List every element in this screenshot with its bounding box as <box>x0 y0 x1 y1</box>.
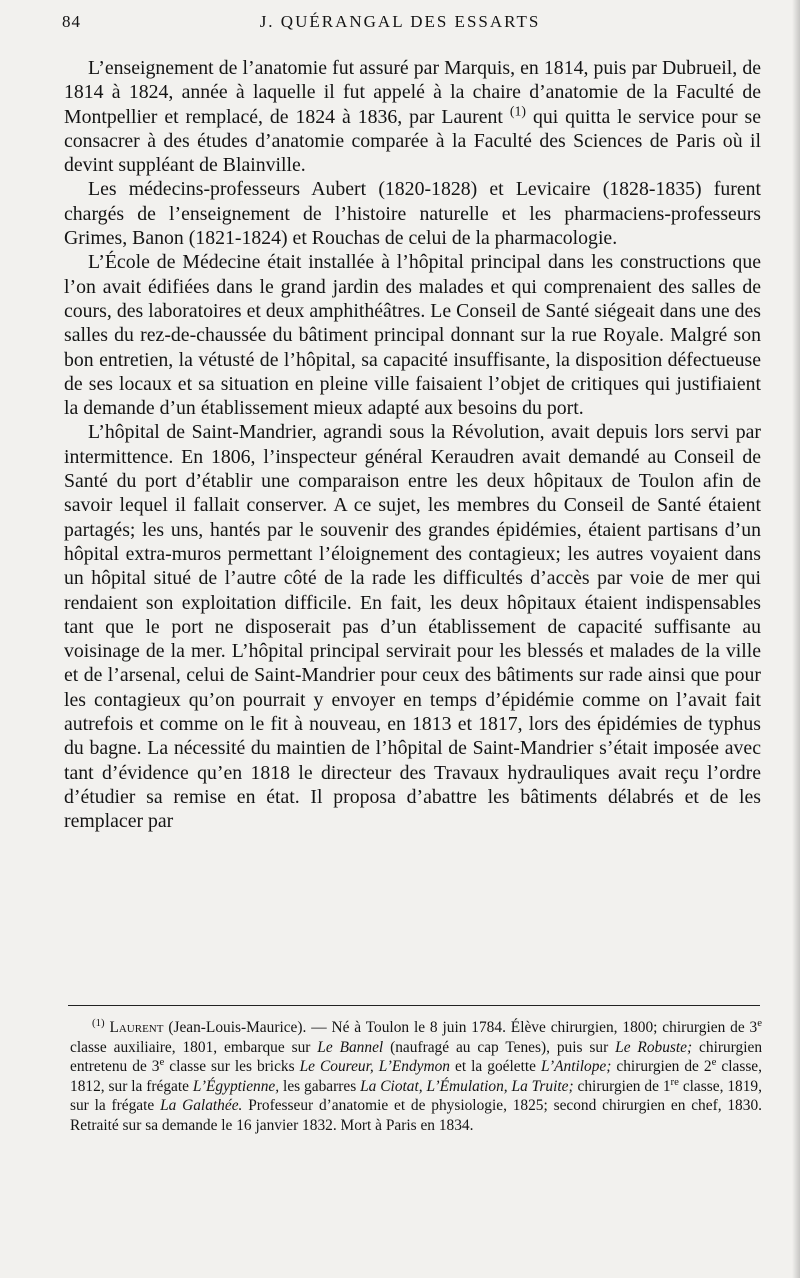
ordinal-suffix: e <box>159 1056 165 1069</box>
footnote-text: et la goélette <box>455 1058 536 1076</box>
footnote-text: classe, 1819, sur la frégate <box>70 1077 762 1115</box>
ship-name: L’Antilope; <box>540 1058 612 1076</box>
paragraph-3: L’École de Médecine était installée à l’hôpital principal dans les constructions que l’on avait édifiées dans le grand jardin des malades et qui comprenaient des salles de cours, des laboratoires et deux amphithéâtres. Le Conseil de Santé siégeait dans une des salles du rez-de-chaussée du bâtiment principal donnant sur la rue Royale. Malgré son bon entretien, la vétusté de l’hôpital, sa capacité insuffisante, la disposition défectueuse de ses locaux et sa situation en pleine ville faisaient l’objet de critiques qui justifiaient la demande d’un établissement mieux adapté aux besoins du port. <box>64 251 761 420</box>
ship-name: La Ciotat, L’Émulation, La Truite; <box>360 1077 574 1095</box>
ship-name: Le Bannel <box>317 1038 384 1056</box>
paragraph-4: L’hôpital de Saint-Mandrier, agrandi sous la Révolution, avait depuis lors servi par intermittence. En 1806, l’inspecteur général Keraudren avait demandé au Conseil de Santé du port d’établir une comparaison entre les deux hôpitaux de Toulon afin de savoir lequel il fallait conserver. A ce sujet, les membres du Conseil de Santé étaient partagés; les uns, hantés par le souvenir des grandes épidémies, étaient partisans d’un hôpital extra-muros permettant l’éloignement des contagieux; les autres voyaient dans un hôpital situé de l’autre côté de la rade les difficultés d’accès par voie de mer qui rendaient son exploitation difficile. En fait, les deux hôpitaux étaient indispensables tant que le port ne disposerait pas d’un établissement de capacité suffisante au voisinage de la mer. L’hôpital principal servirait pour les blessés et malades de la ville et de l’arsenal, celui de Saint-Mandrier pour ceux des bâtiments sur rade ainsi que pour les contagieux qu’on pourrait y envoyer en temps d’épidémie comme on l’avait fait autrefois et comme on le fit à nouveau, en 1813 et 1817, lors des épidémies de typhus du bagne. La nécessité du maintien de l’hôpital de Saint-Mandrier s’était imposée avec tant d’évidence qu’en 1818 le directeur des Travaux hydrauliques avait reçu l’ordre d’étudier sa remise en état. Il proposa d’abattre les bâtiments délabrés et de les remplacer par <box>64 421 761 833</box>
ordinal-suffix: re <box>670 1075 679 1088</box>
ship-name: La Galathée. <box>160 1097 243 1115</box>
footnote-text: (Jean-Louis-Maurice). — Né à Toulon le 8 juin 1784. Élève chirurgien, 1800; chirurgien de 3 <box>168 1019 758 1036</box>
running-head: J. QUÉRANGAL DES ESSARTS <box>259 12 541 31</box>
paragraph-1 <box>64 56 761 177</box>
ship-name: L’Égyptienne, <box>192 1077 280 1095</box>
ordinal-suffix: e <box>711 1056 717 1069</box>
footnote-text: chirurgien de 1 <box>577 1077 671 1095</box>
paragraph-1-text: L’enseignement de l’anatomie fut assuré par Marquis, en 1814, puis par Dubrueil, de 1814 à 1824, année à laquelle il fut appelé à la chaire d’anatomie de la Faculté de Montpellier et remplacé, de 1824 à 1836, par Laurent <box>64 57 761 128</box>
footnote <box>70 1018 762 1136</box>
ordinal-suffix: e <box>757 1016 762 1029</box>
footnote-reference: (1) <box>509 103 527 118</box>
footnote-text: classe sur les bricks <box>169 1058 295 1076</box>
ship-name: Le Coureur, L’Endymon <box>299 1058 450 1076</box>
footnote-text: (naufragé au cap Tenes), puis sur <box>390 1038 609 1056</box>
page-number: 84 <box>62 12 81 31</box>
scan-shadow-edge <box>792 0 800 1278</box>
footnote-marker: (1) <box>92 1016 105 1029</box>
footnote-text: classe auxiliaire, 1801, embarque sur <box>70 1038 311 1056</box>
footnote-text: chirurgien de 2 <box>616 1058 712 1076</box>
body-text <box>64 56 761 834</box>
paragraph-2: Les médecins-professeurs Aubert (1820-1828) et Levicaire (1828-1835) furent chargés de l’enseignement de l’histoire naturelle et les pharmaciens-professeurs Grimes, Banon (1821-1824) et Rouchas de celui de la pharmacologie. <box>64 178 761 250</box>
footnote-text: Professeur d’anatomie et de physiologie, 1825; second chirurgien en chef, 1830. Retraité sur sa demande le 16 janvier 1832. Mort à Paris en 1834. <box>70 1097 762 1134</box>
footnote-text: les gabarres <box>283 1077 357 1095</box>
footnote-name: Laurent <box>109 1019 164 1036</box>
footnote-divider <box>68 1005 760 1006</box>
footnote-text: classe, 1812, sur la frégate <box>70 1058 762 1095</box>
footnote-text: chirurgien entretenu de 3 <box>70 1038 763 1076</box>
paragraph-1-continuation: qui quitta le service pour se consacrer à des études d’anatomie comparée à la Faculté des Sciences de Paris où il devint suppléant de Blainville. <box>64 105 762 177</box>
ship-name: Le Robuste; <box>615 1038 693 1056</box>
page-header <box>0 12 800 42</box>
